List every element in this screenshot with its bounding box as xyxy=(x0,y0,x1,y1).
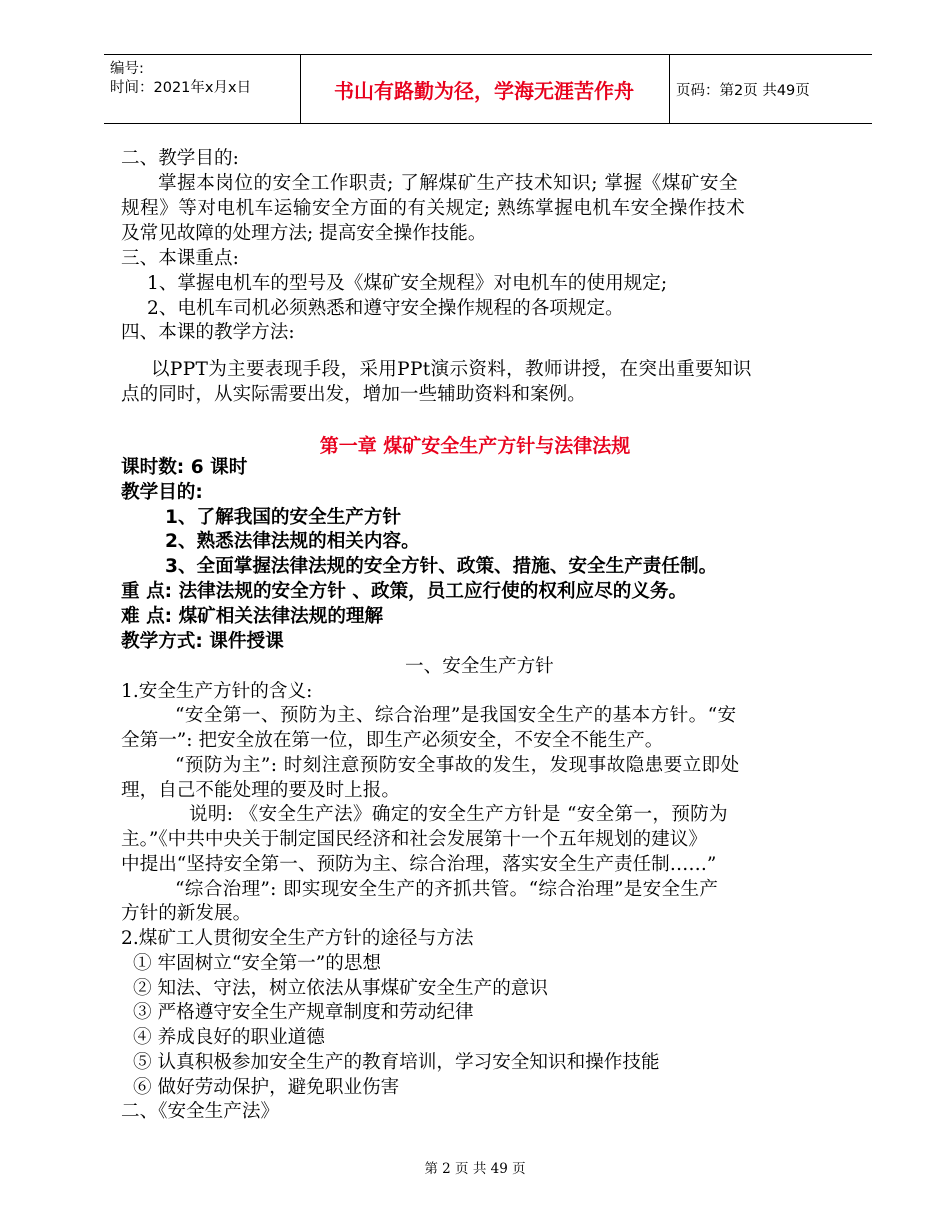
list-item: ③ 严格遵守安全生产规章制度和劳动纪律 xyxy=(133,1002,474,1023)
body-line: “预防为主”: 时刻注意预防安全事故的发生，发现事故隐患要立即处 xyxy=(175,755,740,776)
difficulty-line: 难 点: 煤矿相关法律法规的理解 xyxy=(121,606,384,627)
body-line: 理，自己不能处理的要及时上报。 xyxy=(121,780,400,801)
class-hours: 课时数: 6 课时 xyxy=(121,457,248,478)
method-text-line: 点的同时，从实际需要出发，增加一些辅助资料和案例。 xyxy=(121,384,586,405)
body-line: “安全第一、预防为主、综合治理”是我国安全生产的基本方针。“安 xyxy=(175,705,737,726)
page-footer: 第 2 页 共 49 页 xyxy=(424,1161,526,1177)
teaching-mode: 教学方式: 课件授课 xyxy=(121,631,284,652)
body-line: “综合治理”: 即实现安全生产的齐抓共管。“综合治理”是安全生产 xyxy=(175,879,719,900)
header-page-label: 页码：第2页 共49页 xyxy=(676,82,810,99)
body-line: 主。”《中共中央关于制定国民经济和社会发展第十一个五年规划的建议》 xyxy=(121,829,707,850)
aim-item: 3、全面掌握法律法规的安全方针、政策、措施、安全生产责任制。 xyxy=(165,556,718,577)
aim-item: 2、熟悉法律法规的相关内容。 xyxy=(165,531,420,552)
goal-text-line: 及常见故障的处理方法; 提高安全操作技能。 xyxy=(121,223,487,244)
sub-heading: 1.安全生产方针的含义: xyxy=(121,681,313,702)
key-item: 1、掌握电机车的型号及《煤矿安全规程》对电机车的使用规定; xyxy=(147,273,668,294)
method-text-line: 以PPT为主要表现手段，采用PPt演示资料，教师讲授，在突出重要知识 xyxy=(151,359,752,380)
focus-line: 重 点: 法律法规的安全方针 、政策，员工应行使的权利应尽的义务。 xyxy=(121,581,688,602)
method-heading: 四、本课的教学方法: xyxy=(121,322,295,343)
sub-heading: 2.煤矿工人贯彻安全生产方针的途径与方法 xyxy=(121,928,474,949)
key-item: 2、电机车司机必须熟悉和遵守安全操作规程的各项规定。 xyxy=(147,298,624,319)
aim-item: 1、了解我国的安全生产方针 xyxy=(165,507,402,528)
goal-text-line: 规程》等对电机车运输安全方面的有关规定; 熟练掌握电机车安全操作技术 xyxy=(121,198,746,219)
list-item: ⑥ 做好劳动保护，避免职业伤害 xyxy=(133,1077,400,1098)
page-header xyxy=(104,54,872,124)
next-section-heading: 二、《安全生产法》 xyxy=(121,1101,280,1122)
body-line: 说明: 《安全生产法》确定的安全生产方针是 “安全第一，预防为 xyxy=(189,804,728,825)
list-item: ② 知法、守法，树立依法从事煤矿安全生产的意识 xyxy=(133,978,548,999)
body-line: 全第一”: 把安全放在第一位，即生产必须安全，不安全不能生产。 xyxy=(121,730,664,751)
list-item: ④ 养成良好的职业道德 xyxy=(133,1027,325,1048)
aims-heading: 教学目的: xyxy=(121,482,203,503)
header-motto: 书山有路勤为径，学海无涯苦作舟 xyxy=(334,78,634,103)
body-line: 方针的新发展。 xyxy=(121,903,252,924)
goal-text-line: 掌握本岗位的安全工作职责; 了解煤矿生产技术知识; 掌握《煤矿安全 xyxy=(158,173,739,194)
doc-time-label: 时间：2021年x月x日 xyxy=(110,80,252,96)
list-item: ⑤ 认真积极参加安全生产的教育培训，学习安全知识和操作技能 xyxy=(133,1052,660,1073)
body-line: 中提出“坚持安全第一、预防为主、综合治理，落实安全生产责任制……” xyxy=(121,854,717,875)
key-heading: 三、本课重点: xyxy=(121,248,239,269)
doc-number-label: 编号: xyxy=(110,61,144,77)
goal-heading: 二、教学目的: xyxy=(121,148,239,169)
list-item: ① 牢固树立“安全第一”的思想 xyxy=(133,953,382,974)
section-title: 一、安全生产方针 xyxy=(405,656,554,677)
header-meta xyxy=(110,60,251,98)
chapter-title: 第一章 煤矿安全生产方针与法律法规 xyxy=(319,435,631,457)
